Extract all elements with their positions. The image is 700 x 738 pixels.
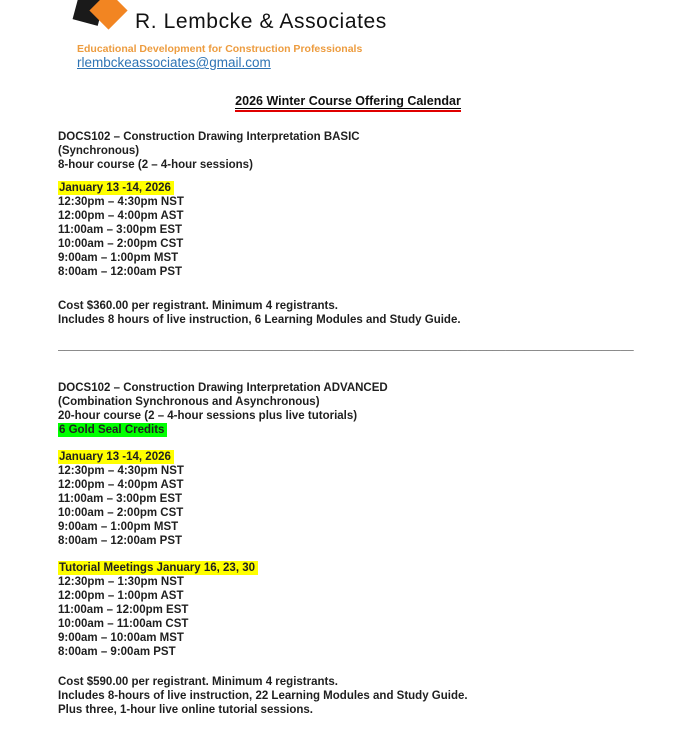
company-tagline: Educational Development for Construction Professionals: [77, 43, 363, 55]
course-title: DOCS102 – Construction Drawing Interpretation ADVANCED: [58, 382, 388, 394]
session-time-row: 12:30pm – 4:30pm NST: [58, 196, 184, 208]
tutorial-dates-highlight: Tutorial Meetings January 16, 23, 30: [58, 561, 258, 575]
cost-line: Cost $360.00 per registrant. Minimum 4 registrants.: [58, 300, 338, 312]
cost-line: Cost $590.00 per registrant. Minimum 4 registrants.: [58, 676, 338, 688]
course-duration: 8-hour course (2 – 4-hour sessions): [58, 159, 253, 171]
course-format: (Combination Synchronous and Asynchronous): [58, 396, 320, 408]
session-time-row: 12:30pm – 4:30pm NST: [58, 465, 184, 477]
course-credits-row: [58, 423, 638, 437]
session-dates-highlight: January 13 -14, 2026: [58, 450, 174, 464]
company-name: R. Lembcke & Associates: [135, 10, 387, 33]
includes-line: Includes 8-hours of live instruction, 22 Learning Modules and Study Guide.: [58, 690, 468, 702]
session-time-row: 9:00am – 1:00pm MST: [58, 252, 179, 264]
tutorial-time-row: 12:30pm – 1:30pm NST: [58, 576, 184, 588]
plus-line: Plus three, 1-hour live online tutorial sessions.: [58, 704, 313, 716]
email-link[interactable]: rlembckeassociates@gmail.com: [77, 55, 271, 70]
course-advanced-section: [58, 381, 638, 717]
document-title-underline: 2026 Winter Course Offering Calendar: [235, 93, 461, 112]
tutorial-time-row: 9:00am – 10:00am MST: [58, 632, 184, 644]
session-dates-row: [58, 181, 638, 195]
course-basic-section: [58, 130, 638, 327]
tutorial-time-row: 8:00am – 9:00am PST: [58, 646, 176, 658]
course-format: (Synchronous): [58, 145, 140, 157]
gold-seal-credits-highlight: 6 Gold Seal Credits: [58, 423, 167, 437]
course-title: DOCS102 – Construction Drawing Interpretation BASIC: [58, 131, 360, 143]
tutorial-time-row: 12:00pm – 1:00pm AST: [58, 590, 184, 602]
course-cost-block: [58, 675, 638, 717]
tutorial-time-row: 10:00am – 11:00am CST: [58, 618, 189, 630]
document-title: [58, 93, 638, 112]
session-time-row: 10:00am – 2:00pm CST: [58, 238, 184, 250]
session-time-row: 12:00pm – 4:00pm AST: [58, 210, 184, 222]
session-dates-row: [58, 450, 638, 464]
session-dates-highlight: January 13 -14, 2026: [58, 181, 174, 195]
tutorial-dates-row: [58, 561, 638, 575]
course-cost-block: [58, 299, 638, 327]
session-time-row: 8:00am – 12:00am PST: [58, 535, 183, 547]
course-duration: 20-hour course (2 – 4-hour sessions plus live tutorials): [58, 410, 358, 422]
session-time-row: 12:00pm – 4:00pm AST: [58, 479, 184, 491]
session-time-row: 8:00am – 12:00am PST: [58, 266, 183, 278]
section-divider: __________________________________________________________________________________________: [58, 341, 634, 352]
session-time-row: 11:00am – 3:00pm EST: [58, 224, 183, 236]
tutorial-time-row: 11:00am – 12:00pm EST: [58, 604, 189, 616]
session-time-row: 9:00am – 1:00pm MST: [58, 521, 179, 533]
includes-line: Includes 8 hours of live instruction, 6 Learning Modules and Study Guide.: [58, 314, 461, 326]
session-time-row: 11:00am – 3:00pm EST: [58, 493, 183, 505]
letterhead: [58, 0, 638, 76]
session-time-row: 10:00am – 2:00pm CST: [58, 507, 184, 519]
